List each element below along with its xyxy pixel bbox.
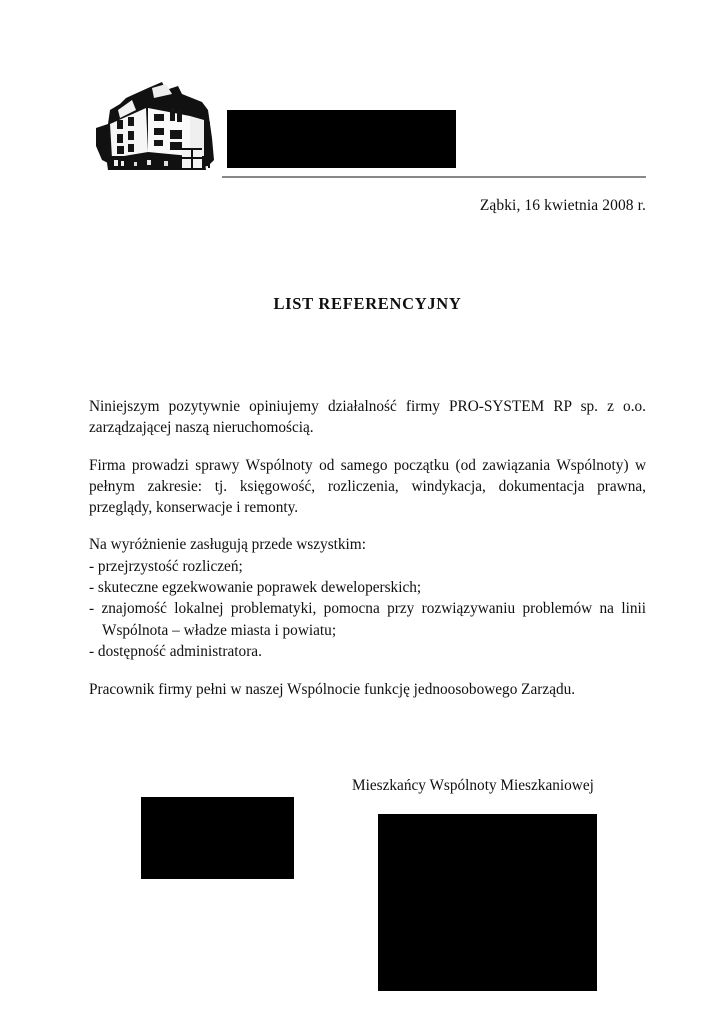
body-paragraph-3: Pracownik firmy pełni w naszej Wspólnocie funkcję jednoosobowego Zarządu. (89, 681, 576, 699)
letter-body (89, 396, 646, 701)
list-item: - przejrzystość rozliczeń; (89, 557, 243, 575)
signature-redaction-block (378, 814, 597, 991)
list-item: - znajomość lokalnej problematyki, pomocna przy rozwiązywaniu problemów na linii Wspólnota – władze miasta i powiatu; (89, 600, 646, 639)
letterhead-divider (222, 176, 646, 178)
body-paragraph-1: Niniejszym pozytywnie opiniujemy działalność firmy PRO-SYSTEM RP sp. z o.o. zarządzającej naszą nieruchomością. (89, 398, 646, 437)
date-line: Ząbki, 16 kwietnia 2008 r. (479, 197, 646, 214)
letterhead-redaction-block (227, 110, 456, 168)
stamp-redaction-block (141, 797, 294, 879)
list-item: - skuteczne egzekwowanie poprawek deweloperskich; (89, 579, 422, 597)
list-item: - dostępność administratora. (89, 642, 262, 660)
building-photo (90, 76, 217, 177)
body-paragraph-2: Firma prowadzi sprawy Wspólnoty od samego początku (od zawiązania Wspólnoty) w pełnym zakresie: tj. księgowość, rozliczenia, windykacja, dokumentacja prawna, przeglądy, konserwacje i remonty. (89, 456, 646, 517)
highlights-list (89, 534, 646, 662)
highlights-list-intro: Na wyróżnienie zasługują przede wszystkim: (89, 536, 366, 554)
page-title: LIST REFERENCYJNY (273, 294, 462, 313)
signature-caption: Mieszkańcy Wspólnoty Mieszkaniowej (352, 777, 594, 794)
letterhead (0, 0, 722, 190)
